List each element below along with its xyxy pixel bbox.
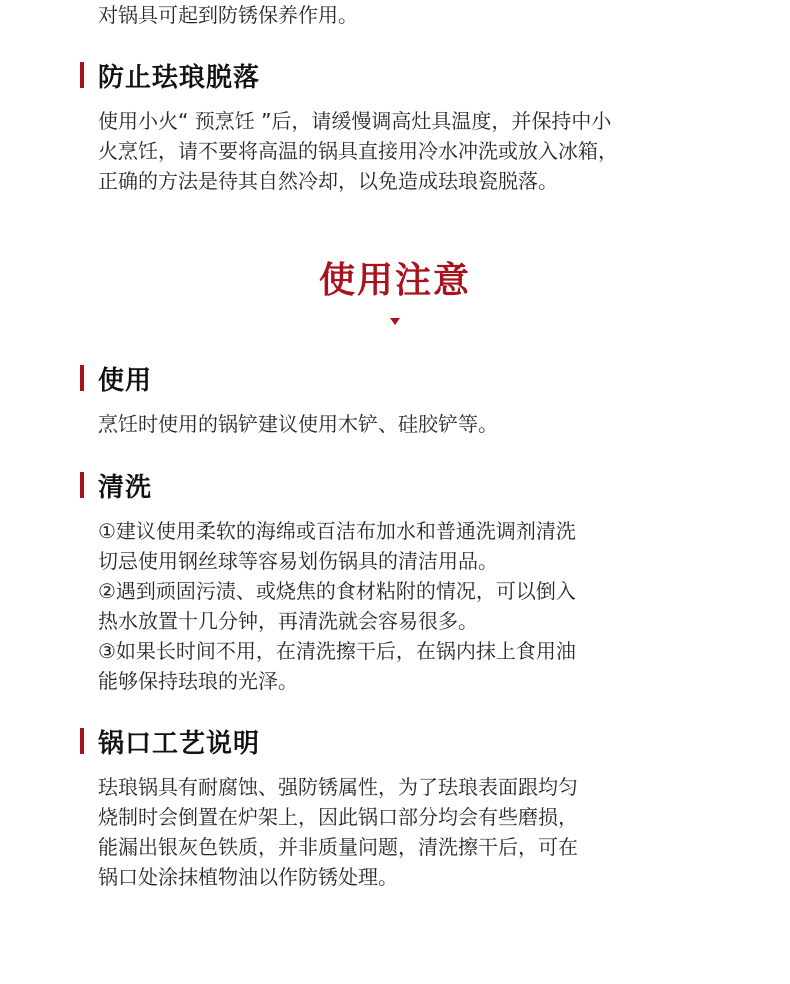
section-header-usage — [80, 361, 152, 395]
paragraph-line: ③如果长时间不用，在清洗擦干后，在锅内抹上食用油 — [98, 639, 576, 663]
paragraph-line: 使用小火“ 预烹饪 ”后，请缓慢调高灶具温度，并保持中小 — [98, 109, 612, 133]
section-header-prevent-peeling — [80, 58, 260, 92]
section-header-cleaning — [80, 468, 152, 502]
paragraph-line: 烹饪时使用的锅铲建议使用木铲、硅胶铲等。 — [98, 412, 498, 436]
triangle-down-icon — [390, 318, 400, 325]
paragraph-line: 烧制时会倒置在炉架上，因此锅口部分均会有些磨损， — [98, 805, 578, 829]
paragraph-line: 切忌使用钢丝球等容易划伤锅具的清洁用品。 — [98, 549, 498, 573]
paragraph-line: 能够保持珐琅的光泽。 — [98, 669, 298, 693]
paragraph-line: 正确的方法是待其自然冷却，以免造成珐琅瓷脱落。 — [98, 169, 558, 193]
paragraph-line: ①建议使用柔软的海绵或百洁布加水和普通洗调剂清洗 — [98, 519, 576, 543]
section-title: 使用 — [98, 365, 153, 396]
section-title: 锅口工艺说明 — [98, 728, 261, 759]
paragraph-line: 热水放置十几分钟，再清洗就会容易很多。 — [98, 609, 478, 633]
section-header-rim-craft — [80, 724, 260, 758]
section-accent-bar — [80, 62, 84, 88]
paragraph-line: 珐琅锅具有耐腐蚀、强防锈属性，为了珐琅表面跟均匀 — [98, 775, 578, 799]
paragraph-line: ②遇到顽固污渍、或烧焦的食材粘附的情况，可以倒入 — [98, 579, 576, 603]
usage-notice-title: 使用注意 — [318, 260, 471, 301]
intro-tail-text: 对锅具可起到防锈保养作用。 — [98, 3, 358, 27]
section-accent-bar — [80, 728, 84, 754]
paragraph-line: 火烹饪，请不要将高温的锅具直接用冷水冲洗或放入冰箱， — [98, 139, 618, 163]
paragraph-line: 能漏出银灰色铁质，并非质量问题，清洗擦干后，可在 — [98, 835, 578, 859]
paragraph-line: 锅口处涂抹植物油以作防锈处理。 — [98, 865, 398, 889]
section-accent-bar — [80, 365, 84, 391]
section-accent-bar — [80, 472, 84, 498]
section-title: 防止珐琅脱落 — [98, 62, 261, 93]
section-title: 清洗 — [98, 472, 153, 503]
